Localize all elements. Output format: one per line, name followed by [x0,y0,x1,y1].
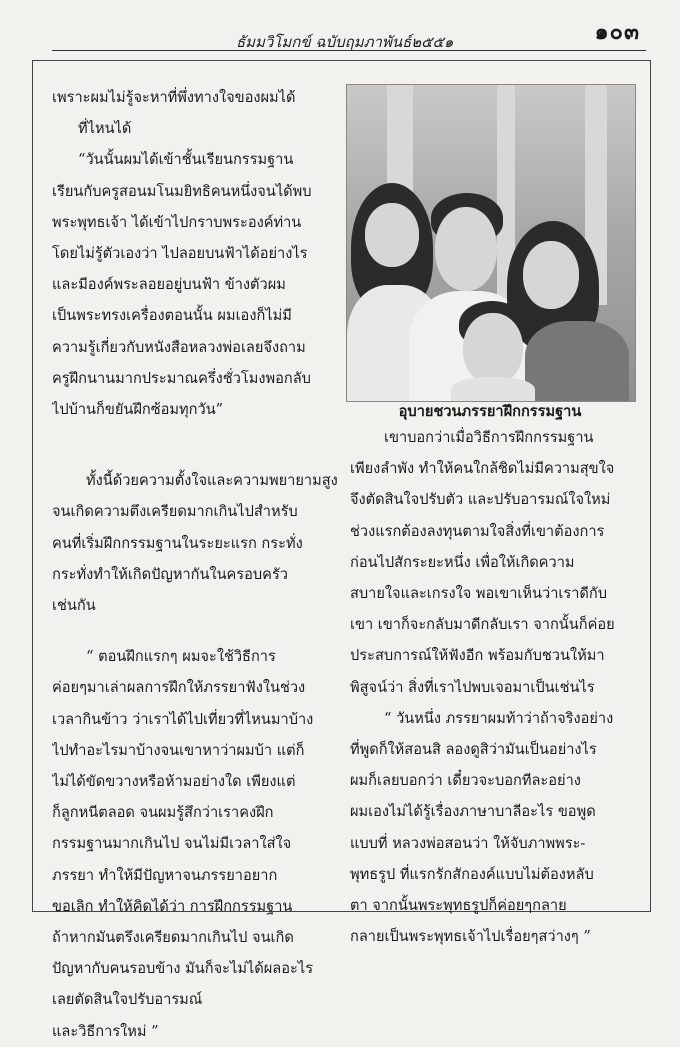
photo-figure [365,203,419,267]
text-line: “ วันหนึ่ง ภรรยาผมท้าว่าถ้าจริงอย่าง [384,709,614,727]
right-column [350,422,640,952]
text-line: ไม่ได้ขัดขวางหรือห้ามอย่างใด เพียงแต่ [52,773,296,791]
text-line: เลยตัดสินใจปรับอารมณ์ [52,991,203,1009]
text-line: กรรมฐานมากเกินไป จนไม่มีเวลาใส่ใจ [52,835,292,853]
text-line: ค่อยๆมาเล่าผลการฝึกให้ภรรยาฟังในช่วง [52,679,306,697]
text-line: เพราะผมไม่รู้จะหาที่พึ่งทางใจของผมได้ [52,89,296,106]
text-line: เป็นพระทรงเครื่องตอนนั้น ผมเองก็ไม่มี [52,307,292,325]
text-line: เพียงลำพัง ทำให้คนใกล้ชิดไม่มีความสุขใจ [350,460,615,478]
text-line: พิสูจน์ว่า สิ่งที่เราไปพบเจอมาเป็นเช่นไร [350,678,595,696]
text-line: ก่อนไปสักระยะหนึ่ง เพื่อให้เกิดความ [350,553,575,571]
text-line: “ ตอนฝึกแรกๆ ผมจะใช้วิธีการ [86,648,276,666]
text-line: โดยไม่รู้ตัวเองว่า ไปลอยบนฟ้าได้อย่างไร [52,245,308,263]
photo-figure [463,313,523,385]
text-line: และวิธีการใหม่ ” [52,1022,159,1040]
left-column [52,82,344,1047]
text-line: กระทั่งทำให้เกิดปัญหากันในครอบครัว [52,565,288,583]
photo-figure [451,377,535,402]
text-line: เขาบอกว่าเมื่อวิธีการฝึกกรรมฐาน [384,429,594,446]
paragraph-gap [52,425,344,465]
text-line: ไปทำอะไรมาบ้างจนเขาหาว่าผมบ้า แต่ก็ [52,741,305,759]
header-divider [52,50,646,51]
family-photo [346,84,636,402]
text-line: ทั้งนี้ด้วยความตั้งใจและความพยายามสูง [86,472,338,490]
text-line: ถ้าหากมันตรึงเครียดมากเกินไป จนเกิด [52,929,294,947]
text-line: เวลากินข้าว ว่าเราได้ไปเที่ยวที่ไหนมาบ้าง [52,710,314,728]
photo-figure [523,241,579,309]
page-number: ๑๐๓ [594,19,640,45]
text-line: ไปบ้านก็ขยันฝึกซ้อมทุกวัน” [52,401,224,419]
text-line: ปัญหากับคนรอบข้าง มันก็จะไม่ได้ผลอะไร [52,960,314,978]
text-line: ที่พูดก็ให้สอนสิ ลองดูสิว่ามันเป็นอย่างไร [350,741,597,759]
text-line: จนเกิดความตึงเครียดมากเกินไปสำหรับ [52,503,298,521]
text-line: เรียนกับครูสอนมโนมยิทธิคนหนึ่งจนได้พบ [52,182,312,200]
text-line: “วันนั้นผมได้เข้าชั้นเรียนกรรมฐาน [78,151,294,169]
photo-figure [525,321,629,402]
text-line: คนที่เริ่มฝึกกรรมฐานในระยะแรก กระทั่ง [52,534,303,552]
text-line: เช่นกัน [52,597,96,615]
text-line: กลายเป็นพระพุทธเจ้าไปเรื่อยๆสว่างๆ ” [350,928,591,946]
text-line: ครูฝึกนานมากประมาณครึ่งชั่วโมงพอกลับ [52,369,311,387]
text-line: พุทธรูป ที่แรกรักสักองค์แบบไม่ต้องหลับ [350,865,594,883]
text-line: ก็ลูกหนีตลอด จนผมรู้สึกว่าเราคงฝึก [52,804,274,822]
text-line: ภรรยา ทำให้มีปัญหาจนภรรยาอยาก [52,866,278,884]
text-line: ขอเลิก ทำให้คิดได้ว่า การฝึกกรรมฐาน [52,897,293,915]
running-header: ธัมมวิโมกข์ ฉบับฤมภาพันธ์๒๕๕๑ [236,33,454,51]
text-line: ความรู้เกี่ยวกับหนังสือหลวงพ่อเลยจึงถาม [52,338,306,356]
text-line: ช่วงแรกต้องลงทุนตามใจสิ่งที่เขาต้องการ [350,522,605,540]
text-line: เขา เขาก็จะกลับมาดีกลับเรา จากนั้นก็ค่อย [350,616,615,634]
text-line: สบายใจและเกรงใจ พอเขาเห็นว่าเราดีกับ [350,585,608,603]
photo-caption: อุบายชวนภรรยาฝึกกรรมฐาน [398,403,582,420]
text-line: จึงตัดสินใจปรับตัว และปรับอารมณ์ใจใหม่ [350,491,611,509]
text-line: แบบที่ หลวงพ่อสอนว่า ให้จับภาพพระ- [350,834,586,852]
paragraph-gap [52,621,344,641]
text-line: ตา จากนั้นพระพุทธรูปก็ค่อยๆกลาย [350,897,567,915]
text-line: ที่ไหนได้ [78,120,132,138]
photo-figure [435,207,497,291]
text-line: ประสบการณ์ให้ฟังอีก พร้อมกับชวนให้มา [350,647,605,665]
text-line: พระพุทธเจ้า ได้เข้าไปกราบพระองค์ท่าน [52,213,302,231]
text-line: ผมก็เลยบอกว่า เดี๋ยวจะบอกทีละอย่าง [350,772,581,790]
text-line: และมีองค์พระลอยอยู่บนฟ้า ข้างตัวผม [52,276,286,294]
text-line: ผมเองไม่ได้รู้เรื่องภาษาบาลีอะไร ขอพูด [350,803,596,821]
